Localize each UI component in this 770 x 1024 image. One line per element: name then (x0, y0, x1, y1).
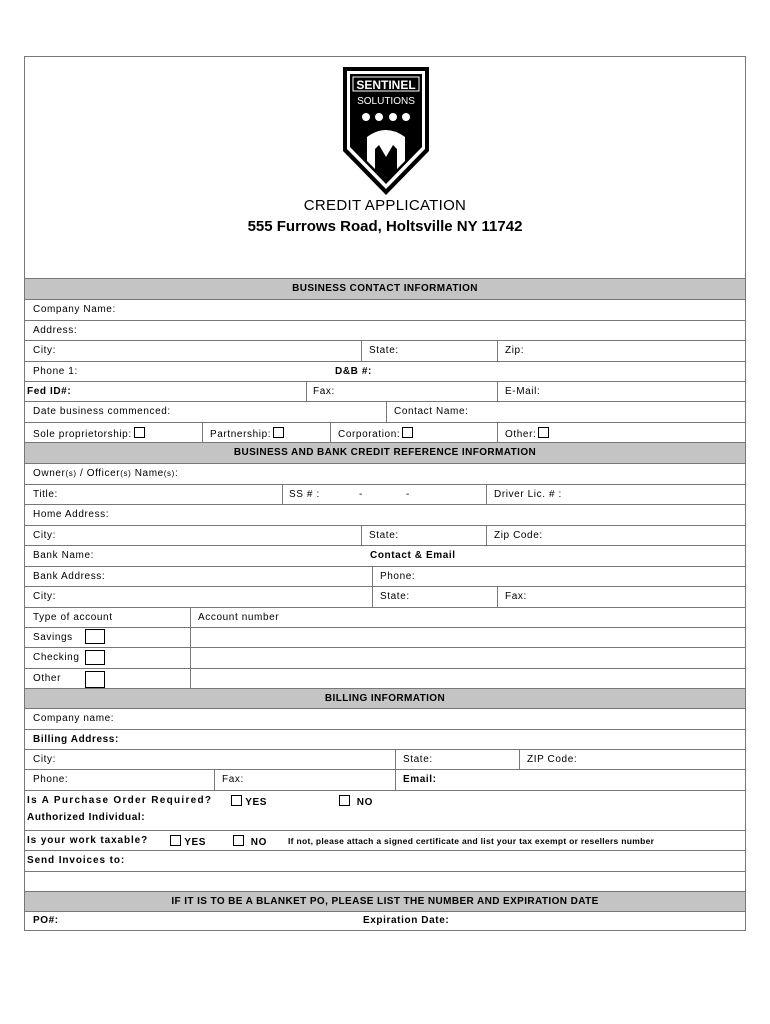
row-fedid-fax-email (25, 381, 745, 401)
label-expiration-date: Expiration Date: (363, 915, 450, 926)
label-driver-license: Driver Lic. # : (494, 489, 562, 500)
label-tax-no: NO (250, 837, 267, 848)
row-business-type (25, 422, 745, 442)
label-billing-fax: Fax: (222, 774, 244, 785)
row-account-type-header (25, 607, 745, 627)
option-partnership (210, 427, 284, 440)
label-city: City: (33, 345, 56, 356)
row-checking (25, 647, 745, 668)
label-billing-zip: ZIP Code: (527, 754, 578, 765)
section-header-bank-reference: BUSINESS AND BANK CREDIT REFERENCE INFORMATION (25, 442, 745, 463)
row-date-contact (25, 401, 745, 422)
credit-application-form (24, 56, 746, 931)
option-sole-proprietorship (33, 427, 145, 440)
row-billing-address (25, 729, 745, 749)
label-zip-code: Zip Code: (494, 530, 543, 541)
checkbox-partnership[interactable] (273, 427, 284, 438)
row-city-state-zip (25, 340, 745, 361)
label-checking: Checking (33, 652, 80, 663)
page-title: CREDIT APPLICATION (303, 197, 467, 214)
sentinel-solutions-logo (341, 65, 431, 197)
row-bank-address (25, 566, 745, 586)
label-city: City: (33, 530, 56, 541)
section-header-billing: BILLING INFORMATION (25, 688, 745, 708)
label-authorized-individual: Authorized Individual: (27, 812, 146, 823)
option-other (505, 427, 549, 440)
label-home-address: Home Address: (33, 509, 110, 520)
row-billing-phone-fax-email (25, 769, 745, 790)
row-billing-company (25, 708, 745, 729)
label-phone: Phone: (380, 571, 416, 582)
row-po-required (25, 790, 745, 810)
row-title-ss-license (25, 484, 745, 504)
ss-dash-1: - (359, 489, 363, 500)
label-billing-address: Billing Address: (33, 734, 119, 745)
row-bank-name (25, 545, 745, 566)
row-owner (25, 463, 745, 484)
label-bank-fax: Fax: (505, 591, 527, 602)
label-bank-address: Bank Address: (33, 571, 106, 582)
checkbox-other-account[interactable] (85, 671, 105, 688)
option-po-no (337, 795, 373, 808)
label-state: State: (369, 530, 399, 541)
label-address: Address: (33, 325, 78, 336)
label-po-required: Is A Purchase Order Required? (27, 795, 213, 806)
label-title: Title: (33, 489, 58, 500)
label-bank-state: State: (380, 591, 410, 602)
label-company-name: Company Name: (33, 304, 116, 315)
label-fax: Fax: (313, 386, 335, 397)
row-other (25, 668, 745, 688)
option-tax-yes (168, 835, 206, 848)
label-bank-city: City: (33, 591, 56, 602)
checkbox-tax-yes[interactable] (170, 835, 181, 846)
label-account-number: Account number (198, 612, 280, 623)
checkbox-savings[interactable] (85, 629, 105, 644)
option-tax-no (231, 835, 267, 848)
label-sole-proprietorship: Sole proprietorship: (33, 429, 132, 440)
label-send-invoices: Send Invoices to: (27, 855, 126, 866)
checkbox-other[interactable] (538, 427, 549, 438)
svg-text:SOLUTIONS: SOLUTIONS (357, 96, 415, 107)
label-billing-phone: Phone: (33, 774, 69, 785)
label-contact-name: Contact Name: (394, 406, 469, 417)
checkbox-po-no[interactable] (339, 795, 350, 806)
label-dnb: D&B #: (335, 366, 372, 377)
checkbox-po-yes[interactable] (231, 795, 242, 806)
row-savings (25, 627, 745, 647)
row-authorized (25, 810, 745, 830)
checkbox-corporation[interactable] (402, 427, 413, 438)
section-header-business-contact: BUSINESS CONTACT INFORMATION (25, 278, 745, 299)
checkbox-checking[interactable] (85, 650, 105, 665)
label-owner-officer-names: Owner(s) / Officer(s) Name(s): (33, 468, 179, 479)
label-partnership: Partnership: (210, 429, 272, 440)
option-corporation (338, 427, 413, 440)
label-state: State: (369, 345, 399, 356)
checkbox-sole-proprietorship[interactable] (134, 427, 145, 438)
checkbox-tax-no[interactable] (233, 835, 244, 846)
label-email: E-Mail: (505, 386, 541, 397)
label-other-account: Other (33, 673, 62, 684)
row-phone-dnb (25, 361, 745, 381)
row-home-address (25, 504, 745, 525)
label-billing-company-name: Company name: (33, 713, 115, 724)
label-po-yes: YES (245, 797, 268, 808)
svg-text:SENTINEL: SENTINEL (356, 78, 416, 92)
label-fed-id: Fed ID#: (27, 386, 72, 397)
label-type-of-account: Type of account (33, 612, 113, 623)
row-bank-city-state-fax (25, 586, 745, 607)
label-other: Other: (505, 429, 537, 440)
row-company-name (25, 299, 745, 320)
row-blank (25, 871, 745, 891)
label-bank-name: Bank Name: (33, 550, 95, 561)
label-billing-email: Email: (403, 774, 437, 785)
label-billing-state: State: (403, 754, 433, 765)
label-work-taxable: Is your work taxable? (27, 835, 149, 846)
row-po-expiration (25, 911, 745, 930)
label-billing-city: City: (33, 754, 56, 765)
ss-dash-2: - (406, 489, 410, 500)
section-header-blanket-po: IF IT IS TO BE A BLANKET PO, PLEASE LIST THE NUMBER AND EXPIRATION DATE (25, 891, 745, 911)
row-send-invoices (25, 850, 745, 871)
row-address (25, 320, 745, 340)
label-po-number: PO#: (33, 915, 59, 926)
row-billing-city-state-zip (25, 749, 745, 769)
company-address: 555 Furrows Road, Holtsville NY 11742 (247, 218, 523, 235)
label-savings: Savings (33, 632, 73, 643)
row-taxable (25, 830, 745, 850)
label-po-no: NO (356, 797, 373, 808)
label-zip: Zip: (505, 345, 525, 356)
option-po-yes (229, 795, 267, 808)
label-ss-number: SS # : (289, 489, 320, 500)
label-phone1: Phone 1: (33, 366, 78, 377)
tax-exempt-note: If not, please attach a signed certificate and list your tax exempt or resellers number (288, 836, 655, 846)
label-contact-email: Contact & Email (370, 550, 456, 561)
label-date-commenced: Date business commenced: (33, 406, 171, 417)
label-tax-yes: YES (184, 837, 207, 848)
row-city-state-zipcode (25, 525, 745, 545)
label-corporation: Corporation: (338, 429, 401, 440)
